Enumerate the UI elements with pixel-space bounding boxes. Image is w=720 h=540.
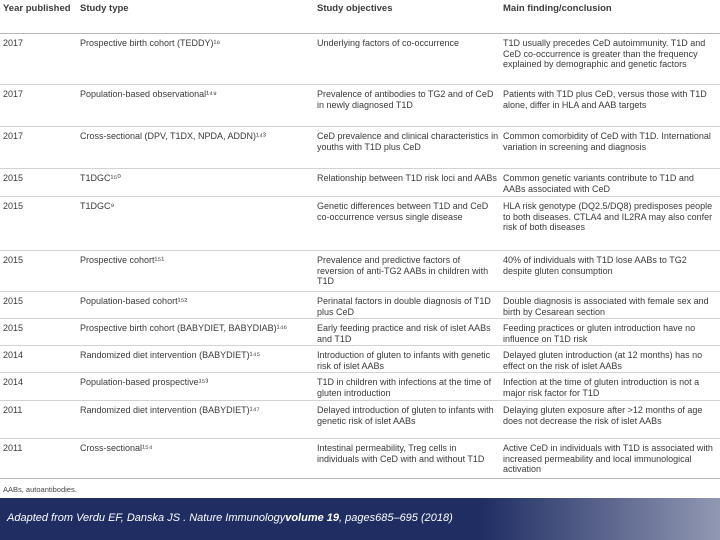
cell-study-objective: Introduction of gluten to infants with genetic risk of islet AABs <box>317 350 491 371</box>
row-divider <box>0 168 720 169</box>
cell-year: 2014 <box>3 377 24 387</box>
cell-main-finding: Double diagnosis is associated with female sex and birth by Cesarean section <box>503 296 709 317</box>
cell-study-objective: Intestinal permeability, Treg cells in individuals with CeD with and without T1D <box>317 443 485 464</box>
cell-study-type: Prospective birth cohort (BABYDIET, BABYDIAB)¹⁴⁶ <box>80 323 288 333</box>
row-divider <box>0 250 720 251</box>
cell-study-objective: Delayed introduction of gluten to infants with genetic risk of islet AABs <box>317 405 494 426</box>
cell-year: 2011 <box>3 443 23 453</box>
cell-study-objective: CeD prevalence and clinical characteristics in youths with T1D plus CeD <box>317 131 499 152</box>
cell-study-type: Population-based prospective¹⁵³ <box>80 377 209 387</box>
header-study-type: Study type <box>80 3 129 14</box>
citation-volume: volume 19 <box>285 512 340 524</box>
cell-main-finding: Feeding practices or gluten introduction have no influence on T1D risk <box>503 323 696 344</box>
cell-study-type: T1DGC⁹ <box>80 201 115 211</box>
cell-study-objective: Early feeding practice and risk of islet AABs and T1D <box>317 323 491 344</box>
cell-study-type: Population-based observational¹⁴⁹ <box>80 89 217 99</box>
cell-main-finding: Active CeD in individuals with T1D is associated with increased permeability and local immunological activation <box>503 443 713 475</box>
cell-year: 2014 <box>3 350 24 360</box>
cell-year: 2017 <box>3 131 24 141</box>
cell-main-finding: Delayed gluten introduction (at 12 months) has no effect on the risk of islet AABs <box>503 350 703 371</box>
cell-main-finding: Common comorbidity of CeD with T1D. International variation in screening and diagnosis <box>503 131 711 152</box>
row-divider <box>0 318 720 319</box>
row-divider <box>0 84 720 85</box>
header-divider <box>0 33 720 34</box>
cell-study-type: Cross-sectional (DPV, T1DX, NPDA, ADDN)¹⁴³ <box>80 131 266 141</box>
cell-year: 2015 <box>3 201 24 211</box>
header-year: Year published <box>3 3 71 14</box>
footer-divider <box>0 478 720 479</box>
table-footnote: AABs, autoantibodies. <box>3 485 77 494</box>
cell-study-type: Cross-sectional¹⁵⁴ <box>80 443 153 453</box>
row-divider <box>0 345 720 346</box>
cell-year: 2015 <box>3 323 24 333</box>
cell-study-objective: Perinatal factors in double diagnosis of T1D plus CeD <box>317 296 491 317</box>
cell-study-type: Prospective cohort¹⁵¹ <box>80 255 165 265</box>
cell-study-objective: Prevalence of antibodies to TG2 and of CeD in newly diagnosed T1D <box>317 89 494 110</box>
row-divider <box>0 291 720 292</box>
cell-study-objective: Prevalence and predictive factors of reversion of anti-TG2 AABs in children with T1D <box>317 255 489 287</box>
citation-caption <box>7 512 453 524</box>
cell-study-objective: Underlying factors of co-occurrence <box>317 38 460 48</box>
cell-main-finding: HLA risk genotype (DQ2.5/DQ8) predisposes people to both diseases. CTLA4 and IL2RA may also confer risk of both diseases <box>503 201 713 233</box>
row-divider <box>0 372 720 373</box>
cell-study-objective: Genetic differences between T1D and CeD co-occurrence versus single disease <box>317 201 489 222</box>
cell-main-finding: Delaying gluten exposure after >12 months of age does not decrease the risk of islet AABs <box>503 405 703 426</box>
table-row <box>0 38 720 89</box>
cell-study-type: Prospective birth cohort (TEDDY)¹⁶ <box>80 38 221 48</box>
cell-year: 2015 <box>3 255 24 265</box>
citation-band <box>0 498 720 540</box>
row-divider <box>0 126 720 127</box>
table-row <box>0 89 720 131</box>
cell-main-finding: T1D usually precedes CeD autoimmunity. T1D and CeD co-occurrence is greater than the frequency explained by demographic and genetic factors <box>503 38 706 70</box>
cell-study-objective: Relationship between T1D risk loci and AABs <box>317 173 497 183</box>
citation-prefix: Adapted from Verdu EF, Danska JS . Nature Immunology <box>7 512 286 524</box>
table-row <box>0 443 720 483</box>
row-divider <box>0 438 720 439</box>
cell-main-finding: 40% of individuals with T1D lose AABs to TG2 despite gluten consumption <box>503 255 687 276</box>
band-gradient <box>480 498 720 540</box>
cell-main-finding: Infection at the time of gluten introduction is not a major risk factor for T1D <box>503 377 700 398</box>
cell-main-finding: Patients with T1D plus CeD, versus those with T1D alone, differ in HLA and AAB targets <box>503 89 707 110</box>
cell-year: 2015 <box>3 173 24 183</box>
cell-year: 2017 <box>3 38 24 48</box>
header-study-objectives: Study objectives <box>317 3 393 14</box>
cell-year: 2017 <box>3 89 24 99</box>
cell-study-type: Population-based cohort¹⁵² <box>80 296 188 306</box>
header-main-finding: Main finding/conclusion <box>503 3 612 14</box>
cell-study-type: Randomized diet intervention (BABYDIET)¹⁴⁷ <box>80 405 260 415</box>
cell-year: 2015 <box>3 296 24 306</box>
cell-main-finding: Common genetic variants contribute to T1D and AABs associated with CeD <box>503 173 694 194</box>
cell-year: 2011 <box>3 405 23 415</box>
table-row <box>0 201 720 255</box>
cell-study-type: T1DGC¹⁵⁰ <box>80 173 121 183</box>
citation-suffix: , pages685–695 (2018) <box>339 512 453 524</box>
row-divider <box>0 196 720 197</box>
cell-study-objective: T1D in children with infections at the time of gluten introduction <box>317 377 492 398</box>
table-row <box>0 131 720 173</box>
table-row <box>0 255 720 296</box>
cell-study-type: Randomized diet intervention (BABYDIET)¹⁴⁵ <box>80 350 261 360</box>
row-divider <box>0 400 720 401</box>
